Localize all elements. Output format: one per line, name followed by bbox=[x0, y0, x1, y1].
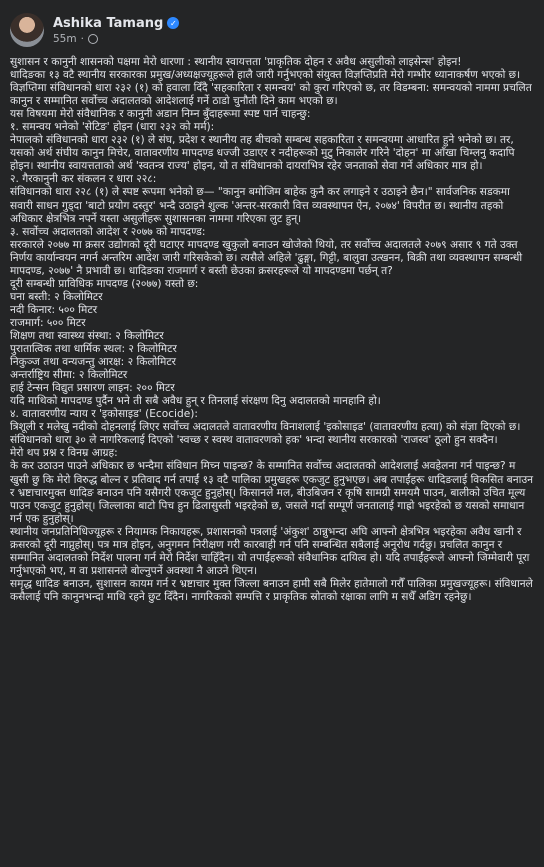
post-timestamp[interactable]: 55m bbox=[53, 32, 77, 45]
post-time-row bbox=[53, 33, 179, 45]
verified-badge-icon: ✓ bbox=[167, 17, 179, 29]
post-text-line: १. समन्वय भनेको 'सेटिङ' होइन (धारा २३२ को मर्म): bbox=[10, 121, 215, 134]
author-name[interactable]: Ashika Tamang bbox=[53, 15, 164, 31]
post-text-line: ३. सर्वोच्च अदालतको आदेश र २०७७ को मापदण्ड: bbox=[10, 225, 206, 238]
post-text-line: शिक्षण तथा स्वास्थ्य संस्था: २ किलोमिटर bbox=[10, 329, 164, 342]
post-text-line: यदि माथिको मापदण्ड पुर्दैन भने ती सबै अवैध हुन् र तिनलाई संरक्षण दिनु अदालतको मानहानि हो। bbox=[10, 395, 381, 408]
public-globe-icon bbox=[88, 34, 98, 44]
post-body bbox=[10, 56, 537, 604]
post-text-line: संविधानको धारा २२८ (१) ले स्पष्ट रूपमा भनेको छ— "कानुन बमोजिम बाहेक कुनै कर लगाइने र उठाइने छैन।" सार्वजनिक सडकमा सवारी साधन गुड्दा 'बाटो प्रयोग दस्तुर' भन्दै उठाइने शुल्क 'अन्तर-सरकारी वित्त व्यवस्थापन ऐन, २०७४' विपरीत छ। स्थानीय तहको अधिकार क्षेत्रभित्र नपर्ने यस्ता असुलीहरू सुशासनका नाममा गरिएका लुट हुन्। bbox=[10, 186, 514, 225]
post-text-line: घना बस्ती: २ किलोमिटर bbox=[10, 290, 103, 303]
post-text-line: दूरी सम्बन्धी प्राविधिक मापदण्ड (२०७७) यस्तो छ: bbox=[10, 277, 199, 290]
post-text-line: धादिङका १३ वटै स्थानीय सरकारका प्रमुख/अध्यक्षज्यूहरूले हालै जारी गर्नुभएको संयुक्त विज्ञप्तिप्रति मेरो गम्भीर ध्यानाकर्षण भएको छ। विज्ञप्तिमा संविधानको धारा २३२ (१) को हवाला दिँदै 'सहकारिता र समन्वय' को कुरा गरिएको छ, तर विडम्बना: समन्वयको नाममा प्रचलित कानुन र सम्मानित सर्वोच्च अदालतको आदेशलाई गर्ने ठाडो चुनौती दिने काम भएको छ। bbox=[10, 69, 536, 108]
post-text-line: नेपालको संविधानको धारा २३२ (१) ले संघ, प्रदेश र स्थानीय तह बीचको सम्बन्ध सहकारिता र समन्वयमा आधारित हुने भनेको छ। तर, यसको अर्थ संघीय कानुन मिचेर, वातावरणीय मापदण्ड धज्जी उडाएर र नदीहरूको मुटु निकालेर गरिने 'दोहन' मा आँखा चिम्लनु कदापि होइन। स्थानीय स्वायत्तताको अर्थ 'स्वतन्त्र राज्य' होइन, यो त संविधानको दायराभित्र रहेर जनताको सेवा गर्ने अधिकार मात्र हो। bbox=[10, 134, 518, 173]
author-avatar[interactable] bbox=[10, 13, 44, 47]
post-text-line: ४. वातावरणीय न्याय र 'इकोसाइड' (Ecocide): bbox=[10, 408, 198, 421]
post-text-line: राजमार्ग: ५०० मिटर bbox=[10, 316, 86, 329]
post-text-line: निकुञ्ज तथा वन्यजन्तु आरक्ष: २ किलोमिटर bbox=[10, 356, 177, 369]
post-text-line: २. गैरकानुनी कर संकलन र धारा २२८: bbox=[10, 173, 157, 186]
post-text-line: पुरातात्विक तथा धार्मिक स्थल: २ किलोमिटर bbox=[10, 343, 177, 356]
post-text-line: समृद्ध धादिङ बनाउन, सुशासन कायम गर्न र भ्रष्टाचार मुक्त जिल्ला बनाउन हामी सबै मिलेर हातेमालो गरौँ पालिका प्रमुखज्यूहरू। संविधानले कसैलाई पनि कानुनभन्दा माथि रहने छुट दिँदैन। नागरिकको सम्पत्ति र प्राकृतिक स्रोतको रक्षाका लागि म सधैँ अडिग रहनेछु। bbox=[10, 577, 537, 603]
post-text-line: सुशासन र कानुनी शासनको पक्षमा मेरो धारणा : स्थानीय स्वायत्तता 'प्राकृतिक दोहन र अवैध असुलीको लाइसेन्स' होइन! bbox=[10, 56, 462, 68]
post-text-line: मेरो थप प्रश्न र विनम्र आग्रह: bbox=[10, 447, 118, 460]
post-text-line: स्थानीय जनप्रतिनिधिज्यूहरू र नियामक निकायहरू, प्रशासनको पत्रलाई 'अंकुश' ठान्नुभन्दा अघि आफ्नो क्षेत्रभित्र भइरहेका अवैध खानी र क्रसरको दूरी नाप्नुहोस्। पत्र मात्र होइन, अनुगमन निरीक्षण गरी कारबाही गर्न पनि सम्बन्धित सबैलाई अनुरोध गर्दछु। प्रचलित कानुन र सम्मानित अदालतको निर्देश पालना गर्न मेरो निर्देश चाहिँदैन। यो तपाईंहरूको संवैधानिक दायित्व हो। यदि तपाईंहरूले आफ्नो जिम्मेवारी पूरा गर्नुभएको भए, म वा प्रशासनले बोल्नुपर्ने अवस्था नै आउने थिएन। bbox=[10, 525, 533, 577]
author-name-row bbox=[53, 16, 179, 31]
post-text-line: नदी किनार: ५०० मिटर bbox=[10, 303, 98, 316]
post-text-line: त्रिशूली र मलेखु नदीको दोहनलाई लिएर सर्वोच्च अदालतले वातावरणीय विनाशलाई 'इकोसाइड' (वातावरणीय हत्या) को संज्ञा दिएको छ। संविधानको धारा ३० ले नागरिकलाई दिएको 'स्वच्छ र स्वस्थ वातावरणको हक' भन्दा स्थानीय सरकारको 'राजस्व' ठूलो हुन सक्दैन। bbox=[10, 421, 524, 447]
post-text-line: अन्तर्राष्ट्रिय सीमा: २ किलोमिटर bbox=[10, 369, 128, 382]
post-text-line: यस विषयमा मेरो संवैधानिक र कानुनी अडान निम्न बुँदाहरूमा स्पष्ट पार्न चाहन्छु: bbox=[10, 108, 311, 121]
separator-dot: · bbox=[80, 32, 84, 45]
post-text-line: सरकारले २०७७ मा क्रसर उद्योगको दूरी घटाएर मापदण्ड खुकुलो बनाउन खोजेको थियो, तर सर्वोच्च अदालतले २०७९ असार ९ गते उक्त निर्णय कार्यान्वयन नगर्न अन्तरिम आदेश जारी गरिसकेको छ। त्यसैले अहिले 'ढुङ्गा, गिट्टी, बालुवा उत्खनन, बिक्री तथा व्यवस्थापन सम्बन्धी मापदण्ड, २०७७' नै प्रभावी छ। धादिङका राजमार्ग र बस्ती छेउका क्रसरहरूले यो मापदण्डमा पर्छन् त? bbox=[10, 238, 526, 277]
author-meta bbox=[53, 16, 179, 45]
post-text-line: के कर उठाउन पाउने अधिकार छ भन्दैमा संविधान मिच्न पाइन्छ? के सम्मानित सर्वोच्च अदालतको आदेशलाई अवहेलना गर्न पाइन्छ? म खुसी छु कि मेरो विरुद्ध बोल्न र प्रतिवाद गर्न तपाईं १३ वटै पालिका प्रमुखहरू एकजुट हुनुभएछ। अब तपाईंहरू धादिङलाई विकसित बनाउन र भ्रष्टाचारमुक्त धादिङ बनाउन पनि यसैगरी एकजुट हुनुहोस्। किसानले मल, बीउबिजन र कृषि सामग्री समयमै पाउन, बालीको उचित मूल्य पाउन एकजुट हुनुहोस्। जिल्लाका बाटो पिच हुन ढिलासुस्ती भइरहेको छ, जसले गर्दा सम्पूर्ण जनतालाई गाह्रो भइरहेको छ यसको समाधान गर्न एक हुनुहोस्। bbox=[10, 460, 537, 525]
post-header bbox=[10, 8, 534, 52]
post-text-line: हाई टेन्सन विद्युत प्रसारण लाइन: २०० मिटर bbox=[10, 382, 175, 395]
